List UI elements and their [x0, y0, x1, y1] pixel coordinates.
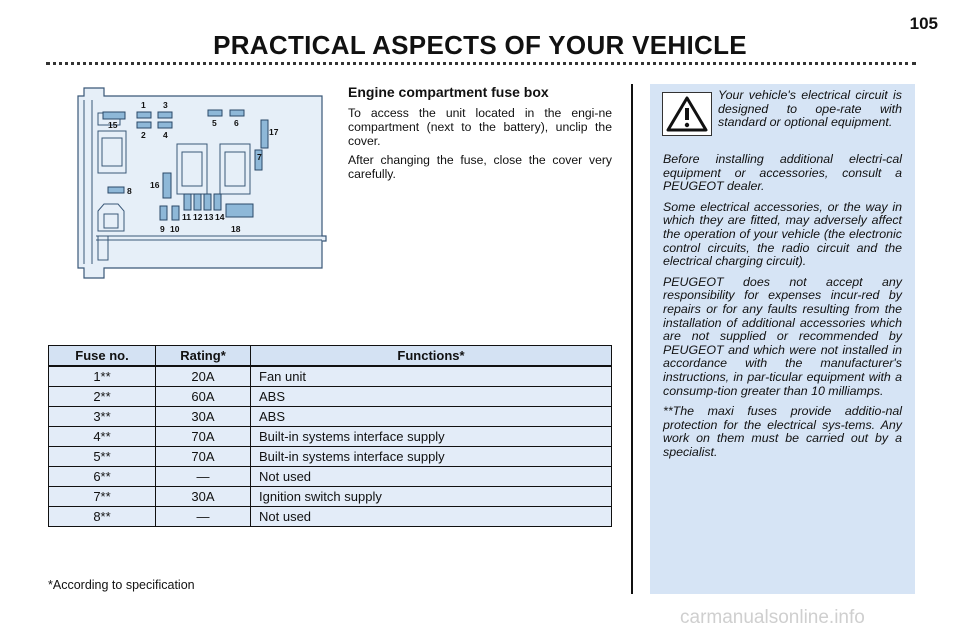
fuse-no-cell: 5** [49, 447, 156, 467]
rating-cell: 30A [156, 487, 251, 507]
warning-paragraph: **The maxi fuses provide additio-nal protection for the electrical sys-tems. Any work on them must be carried out by a specialist. [663, 404, 902, 459]
function-cell: Not used [251, 467, 612, 487]
warning-paragraph: Some electrical accessories, or the way in which they are fitted, may adversely affect the operation of your vehicle (the electronic control circuits, the radio circuit and the electrical charging circuit). [663, 199, 902, 269]
intro-text [348, 106, 612, 186]
fuse-label-12: 12 [193, 212, 203, 222]
function-cell: ABS [251, 387, 612, 407]
rating-cell: 20A [156, 366, 251, 387]
fuse-label-9: 9 [160, 224, 165, 234]
fuse-no-cell: 3** [49, 407, 156, 427]
table-row [49, 447, 612, 467]
fuse-label-1: 1 [141, 100, 146, 110]
fuse-no-cell: 8** [49, 507, 156, 527]
fuse-no-cell: 6** [49, 467, 156, 487]
fuse-table [48, 345, 612, 527]
column-divider [631, 84, 633, 594]
fuse-label-6: 6 [234, 118, 239, 128]
fuse-label-13: 13 [204, 212, 214, 222]
warning-panel [650, 84, 915, 594]
intro-paragraph: After changing the fuse, close the cover very carefully. [348, 153, 612, 181]
column-header-functions: Functions* [251, 346, 612, 367]
page-title: PRACTICAL ASPECTS OF YOUR VEHICLE [213, 30, 747, 60]
fuse-label-11: 11 [182, 212, 191, 222]
fuse-no-cell: 1** [49, 366, 156, 387]
fuse-label-14: 14 [215, 212, 225, 222]
function-cell: Fan unit [251, 366, 612, 387]
watermark: carmanualsonline.info [680, 607, 865, 628]
page-number: 105 [909, 14, 938, 33]
table-row [49, 467, 612, 487]
rating-cell: 60A [156, 387, 251, 407]
warning-paragraph: Before installing additional electri-cal equipment or accessories, consult a PEUGEOT dealer. [663, 152, 902, 194]
footnote: *According to specification [48, 578, 195, 592]
rating-cell: 70A [156, 447, 251, 467]
fuse-no-cell: 2** [49, 387, 156, 407]
table-header-row [49, 346, 612, 367]
rating-cell: 70A [156, 427, 251, 447]
fuse-label-17: 17 [269, 127, 279, 137]
column-header-rating: Rating* [156, 346, 251, 367]
function-cell: Built-in systems interface supply [251, 427, 612, 447]
dotted-divider [46, 62, 916, 65]
fuse-label-3: 3 [163, 100, 168, 110]
fuse-label-2: 2 [141, 130, 146, 140]
function-cell: ABS [251, 407, 612, 427]
table-row [49, 407, 612, 427]
warning-body [663, 153, 902, 466]
fuse-no-cell: 4** [49, 427, 156, 447]
fuse-label-16: 16 [150, 180, 160, 190]
table-row [49, 507, 612, 527]
rating-cell: 30A [156, 407, 251, 427]
fuse-box-diagram [74, 86, 330, 281]
fuse-label-7: 7 [257, 152, 262, 162]
table-row [49, 366, 612, 387]
fuse-no-cell: 7** [49, 487, 156, 507]
warning-paragraph: PEUGEOT does not accept any responsibility for expenses incur-red by repairs or for any faults resulting from the installation of additional accessories which are not supplied or recommended by PEUGEOT and which were not installed in accordance with the manufacturer's instructions, in par-ticular equipment with a consump-tion greater than 10 milliamps. [663, 274, 902, 398]
warning-triangle-icon [662, 92, 712, 136]
table-row [49, 427, 612, 447]
fuse-label-5: 5 [212, 118, 217, 128]
rating-cell: — [156, 507, 251, 527]
fuse-label-15: 15 [108, 120, 118, 130]
fuse-label-18: 18 [231, 224, 241, 234]
fuse-label-8: 8 [127, 186, 132, 196]
rating-cell: — [156, 467, 251, 487]
fuse-label-4: 4 [163, 130, 168, 140]
table-row [49, 487, 612, 507]
section-title: Engine compartment fuse box [348, 84, 549, 100]
column-header-fuse-no: Fuse no. [49, 346, 156, 367]
fuse-label-10: 10 [170, 224, 180, 234]
table-row [49, 387, 612, 407]
function-cell: Ignition switch supply [251, 487, 612, 507]
function-cell: Built-in systems interface supply [251, 447, 612, 467]
intro-paragraph: To access the unit located in the engi-ne compartment (next to the battery), unclip the cover. [348, 106, 612, 148]
warning-intro: Your vehicle's electrical circuit is designed to ope-rate with standard or optional equipment. [718, 88, 902, 129]
function-cell: Not used [251, 507, 612, 527]
